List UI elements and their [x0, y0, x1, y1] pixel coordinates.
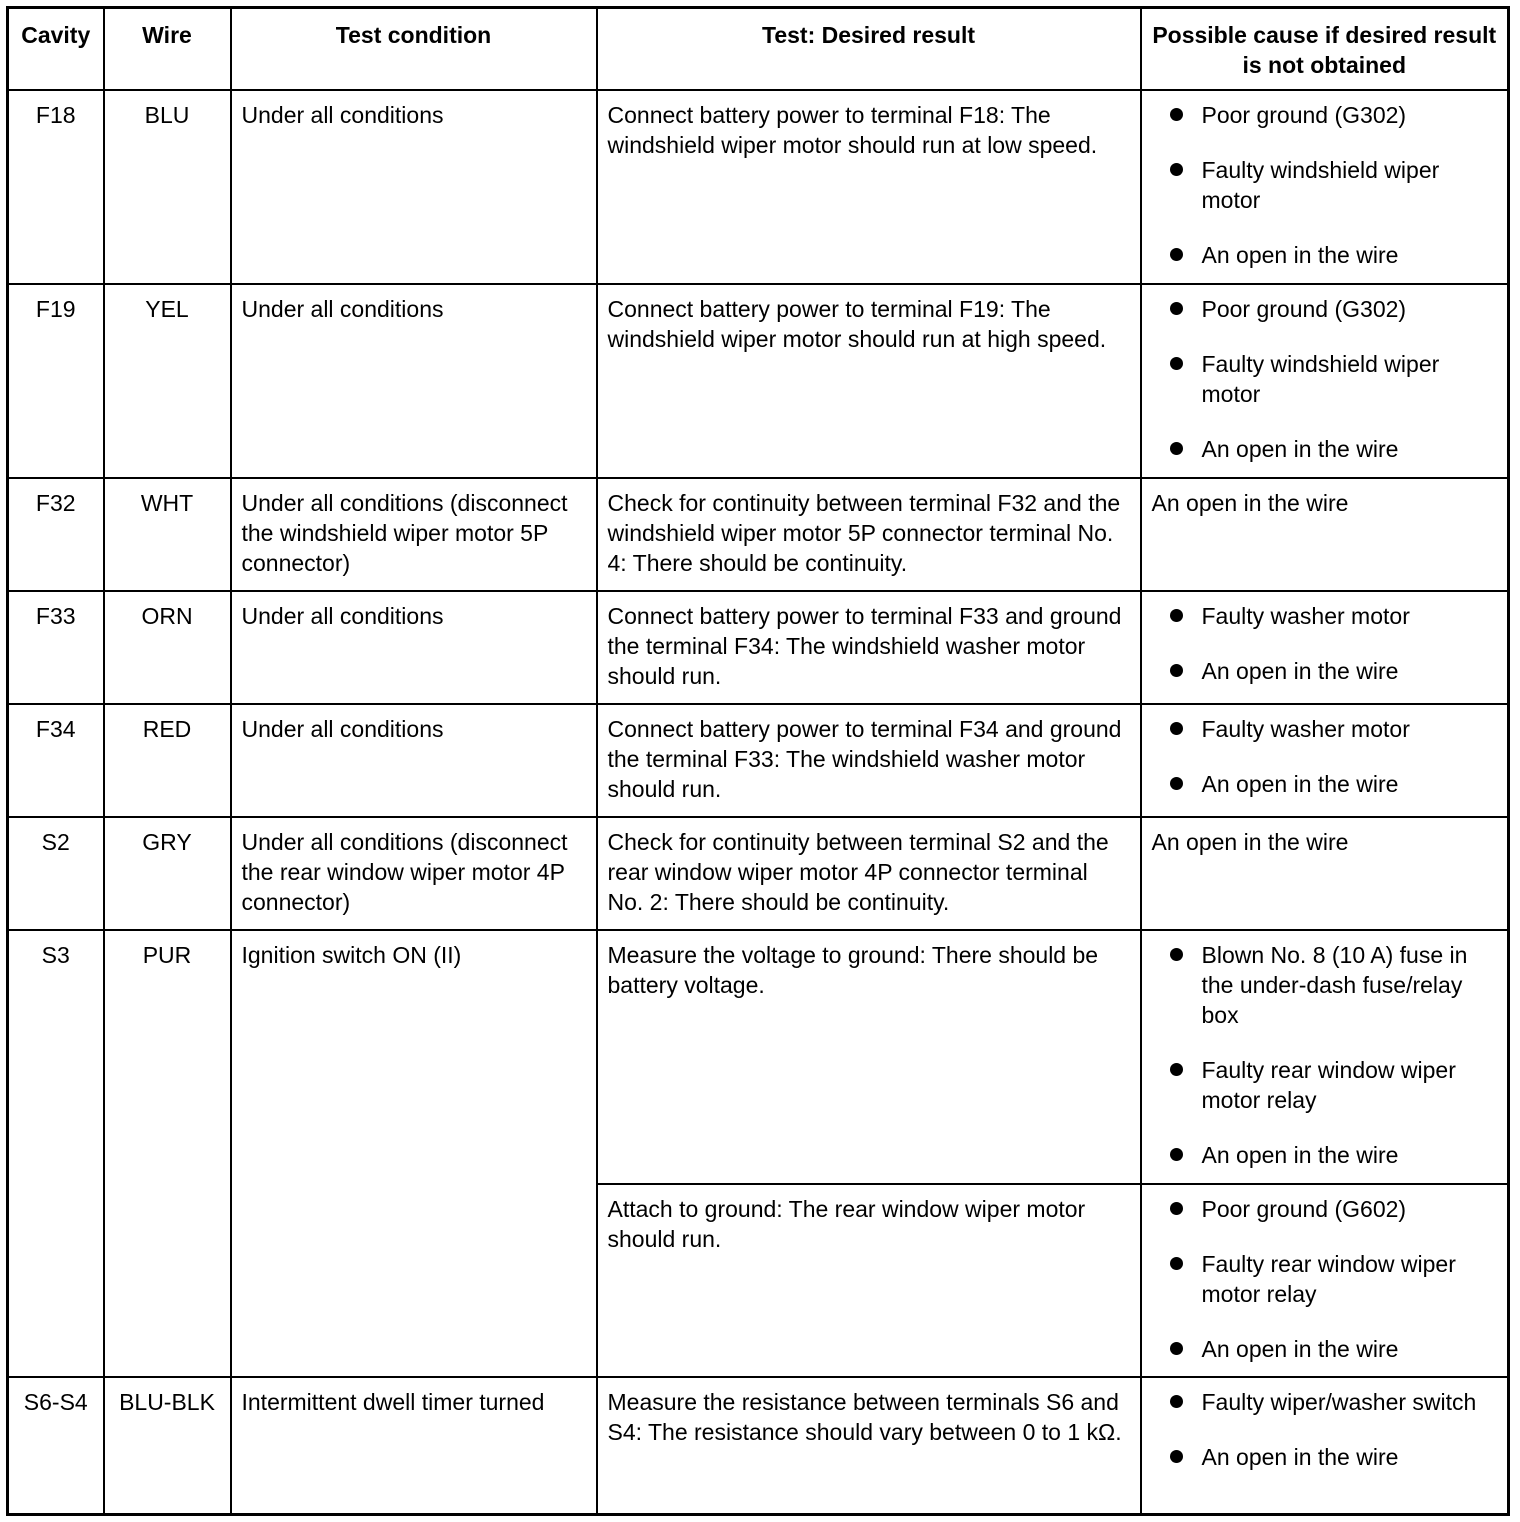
- condition-cell: Under all conditions: [231, 90, 597, 284]
- cause-text: Poor ground (G302): [1201, 295, 1407, 322]
- cause-list: [1152, 601, 1498, 686]
- cause-list: [1152, 100, 1498, 270]
- bullet-icon: [1170, 1450, 1183, 1463]
- table-row: [8, 478, 1509, 591]
- header-possible-cause: Possible cause if desired result is not obtained: [1141, 8, 1509, 90]
- cause-item: [1152, 601, 1498, 631]
- cause-text: Poor ground (G302): [1201, 101, 1407, 128]
- wire-cell: PUR: [104, 930, 231, 1377]
- cause-cell: [1141, 1184, 1509, 1377]
- cause-item: [1152, 1387, 1498, 1417]
- wire-cell: YEL: [104, 284, 231, 478]
- table-row: [8, 817, 1509, 930]
- cause-list: [1152, 1194, 1498, 1364]
- cavity-cell: S6-S4: [8, 1377, 104, 1515]
- wiring-test-table: [6, 6, 1510, 1516]
- cause-text: An open in the wire: [1201, 657, 1399, 684]
- bullet-icon: [1170, 664, 1183, 677]
- bullet-icon: [1170, 248, 1183, 261]
- header-cavity: Cavity: [8, 8, 104, 90]
- wire-cell: BLU-BLK: [104, 1377, 231, 1515]
- cause-text: Faulty washer motor: [1201, 602, 1410, 629]
- bullet-icon: [1170, 1063, 1183, 1076]
- cause-text: Faulty rear window wiper motor relay: [1201, 1056, 1456, 1113]
- table-row: [8, 704, 1509, 817]
- cavity-cell: F33: [8, 591, 104, 704]
- condition-cell: Under all conditions: [231, 284, 597, 478]
- cause-cell: An open in the wire: [1141, 817, 1509, 930]
- cause-item: [1152, 714, 1498, 744]
- cause-item: [1152, 100, 1498, 130]
- cause-text: Faulty windshield wiper motor: [1201, 350, 1440, 407]
- bullet-icon: [1170, 722, 1183, 735]
- cause-text: An open in the wire: [1201, 1443, 1399, 1470]
- bullet-icon: [1170, 302, 1183, 315]
- table-row: [8, 930, 1509, 1184]
- cause-item: [1152, 1140, 1498, 1170]
- table-row: [8, 1377, 1509, 1515]
- table-row: [8, 90, 1509, 284]
- bullet-icon: [1170, 108, 1183, 121]
- cause-item: [1152, 656, 1498, 686]
- result-cell: Check for continuity between terminal F32 and the windshield wiper motor 5P connector terminal No. 4: There should be continuity.: [597, 478, 1141, 591]
- cavity-cell: S2: [8, 817, 104, 930]
- wire-cell: GRY: [104, 817, 231, 930]
- cause-item: [1152, 1442, 1498, 1472]
- cause-item: [1152, 1055, 1498, 1115]
- cause-text: Faulty wiper/washer switch: [1201, 1388, 1477, 1415]
- cause-cell: [1141, 90, 1509, 284]
- bullet-icon: [1170, 948, 1183, 961]
- wire-cell: BLU: [104, 90, 231, 284]
- bullet-icon: [1170, 777, 1183, 790]
- result-cell: Connect battery power to terminal F19: The windshield wiper motor should run at high speed.: [597, 284, 1141, 478]
- cause-cell: An open in the wire: [1141, 478, 1509, 591]
- wire-cell: WHT: [104, 478, 231, 591]
- condition-cell: Under all conditions (disconnect the windshield wiper motor 5P connector): [231, 478, 597, 591]
- cause-cell: [1141, 591, 1509, 704]
- cause-text: Faulty windshield wiper motor: [1201, 156, 1440, 213]
- cavity-cell: F34: [8, 704, 104, 817]
- cause-text: An open in the wire: [1201, 1335, 1399, 1362]
- cavity-cell: F32: [8, 478, 104, 591]
- condition-cell: Intermittent dwell timer turned: [231, 1377, 597, 1515]
- cause-item: [1152, 155, 1498, 215]
- cause-text: Faulty rear window wiper motor relay: [1201, 1250, 1456, 1307]
- bullet-icon: [1170, 442, 1183, 455]
- result-cell: Connect battery power to terminal F34 and ground the terminal F33: The windshield washer motor should run.: [597, 704, 1141, 817]
- cause-cell: [1141, 704, 1509, 817]
- bullet-icon: [1170, 1202, 1183, 1215]
- table-row: [8, 284, 1509, 478]
- bullet-icon: [1170, 1395, 1183, 1408]
- cause-item: [1152, 1249, 1498, 1309]
- cavity-cell: F18: [8, 90, 104, 284]
- cause-cell: [1141, 284, 1509, 478]
- wire-cell: ORN: [104, 591, 231, 704]
- cause-text: An open in the wire: [1201, 435, 1399, 462]
- result-cell: Connect battery power to terminal F18: The windshield wiper motor should run at low speed.: [597, 90, 1141, 284]
- cause-text: An open in the wire: [1201, 241, 1399, 268]
- condition-cell: Under all conditions (disconnect the rear window wiper motor 4P connector): [231, 817, 597, 930]
- cavity-cell: S3: [8, 930, 104, 1377]
- cause-text: An open in the wire: [1201, 1141, 1399, 1168]
- header-wire: Wire: [104, 8, 231, 90]
- wire-cell: RED: [104, 704, 231, 817]
- cause-item: [1152, 294, 1498, 324]
- cause-text: An open in the wire: [1201, 770, 1399, 797]
- result-cell: Connect battery power to terminal F33 and ground the terminal F34: The windshield washer motor should run.: [597, 591, 1141, 704]
- cavity-cell: F19: [8, 284, 104, 478]
- cause-text: Faulty washer motor: [1201, 715, 1410, 742]
- bullet-icon: [1170, 609, 1183, 622]
- cause-text: Blown No. 8 (10 A) fuse in the under-dash fuse/relay box: [1201, 941, 1468, 1028]
- cause-cell: [1141, 1377, 1509, 1515]
- result-cell: Attach to ground: The rear window wiper motor should run.: [597, 1184, 1141, 1377]
- cause-item: [1152, 769, 1498, 799]
- result-cell: Measure the resistance between terminals S6 and S4: The resistance should vary between 0 to 1 kΩ.: [597, 1377, 1141, 1515]
- condition-cell: Under all conditions: [231, 591, 597, 704]
- bullet-icon: [1170, 1257, 1183, 1270]
- cause-list: [1152, 940, 1498, 1170]
- bullet-icon: [1170, 163, 1183, 176]
- table-row: [8, 591, 1509, 704]
- header-desired-result: Test: Desired result: [597, 8, 1141, 90]
- cause-list: [1152, 714, 1498, 799]
- cause-item: [1152, 349, 1498, 409]
- cause-item: [1152, 1334, 1498, 1364]
- cause-cell: [1141, 930, 1509, 1184]
- cause-item: [1152, 1194, 1498, 1224]
- bullet-icon: [1170, 1148, 1183, 1161]
- result-cell: Measure the voltage to ground: There should be battery voltage.: [597, 930, 1141, 1184]
- condition-cell: Ignition switch ON (II): [231, 930, 597, 1377]
- cause-text: Poor ground (G602): [1201, 1195, 1407, 1222]
- result-cell: Check for continuity between terminal S2 and the rear window wiper motor 4P connector terminal No. 2: There should be continuity.: [597, 817, 1141, 930]
- cause-item: [1152, 240, 1498, 270]
- cause-item: [1152, 434, 1498, 464]
- header-row: [8, 8, 1509, 90]
- bullet-icon: [1170, 357, 1183, 370]
- cause-list: [1152, 1387, 1498, 1472]
- cause-list: [1152, 294, 1498, 464]
- cause-item: [1152, 940, 1498, 1030]
- header-test-condition: Test condition: [231, 8, 597, 90]
- bullet-icon: [1170, 1342, 1183, 1355]
- condition-cell: Under all conditions: [231, 704, 597, 817]
